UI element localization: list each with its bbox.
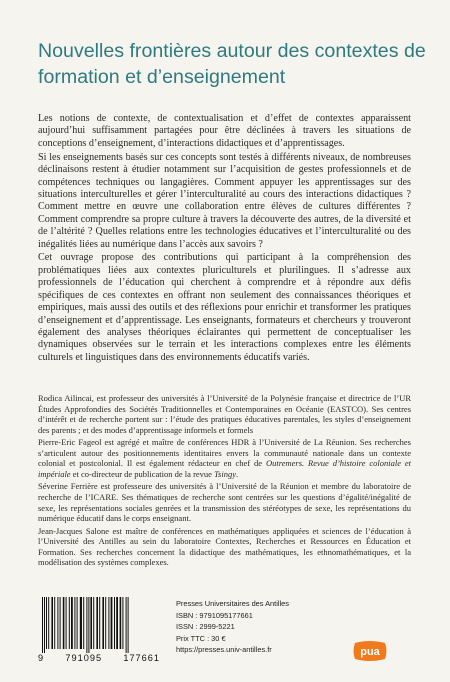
svg-text:pua: pua [360, 646, 380, 658]
cover-footer [38, 597, 412, 669]
publisher-name: Presses Universitaires des Antilles [176, 599, 289, 608]
journal-title: Tsingy [214, 468, 236, 479]
bio-text: . [235, 468, 239, 479]
bio-text: et co-directeur de publication de la revue [70, 468, 215, 479]
summary-paragraph: Si les enseignements basés sur ces concepts sont testés à différents niveaux, de nombreuses déclinaisons restent à étudier notamment sur l’acquisition de gestes professionnels et de compétences techniques ou langagières. Comment appuyer les apprentissages sur des situations interculturelles et gérer l’interculturalité au cours des interactions didactiques ? Comment mettre en œuvre une collaboration entre élèves de cultures différentes ? Comment comprendre sa propre culture à travers la découverte des autres, de la diversité et de l’altérité ? Quelles relations entre les technologies éducatives et l’interculturalité ou des inégalités liées au numérique dans l’accès aux savoirs ? [38, 151, 411, 250]
issn-number: ISSN : 2999-5221 [176, 622, 235, 632]
barcode-digit-group: 9 [38, 653, 45, 663]
bio-rodica-ailincai: Rodica Ailincai, est professeur des universités à l’Université de la Polynésie française et directrice de l’UR Études Approfondies des Sociétés Traditionnelles et Contemporaines en Océanie (EASTCO). Ses centres d’intérêt et de recherche portent sur : l’étude des pratiques éducatives parentales, les styles d’enseignement des parents ; et des modes d’apprentissage informels et formels [38, 393, 411, 435]
bio-severine-ferriere: Séverine Ferrière est professeure des universités à l’Université de la Réunion et membre du laboratoire de recherche de l’ICARE. Ses thématiques de recherche sont centrées sur les questions d’égalité/inégalité de sexe, les représentations sociales genrées et la transmission des stéréotypes de sexe, les représentations du numérique éducatif dans le corps enseignant. [38, 481, 411, 524]
price: Prix TTC : 30 € [176, 633, 226, 643]
barcode-bars [38, 597, 160, 653]
pua-logo-icon [352, 639, 388, 663]
isbn-barcode [38, 597, 160, 653]
bio-jean-jacques-salone: Jean-Jacques Salone est maître de conférences en mathématiques appliquées et sciences de l’éducation à l’Université des Antilles au sein du laboratoire Contextes, Recherches et Ressources en Éducation et Formation. Ses recherches concernent la didactique des mathématiques, les ethnomathématiques, et la modélisation des systèmes complexes. [38, 525, 411, 568]
author-bios [38, 393, 411, 570]
journal-title: Outremers. Revue d’histoire coloniale et impériale [38, 458, 411, 479]
summary-paragraph: Les notions de contexte, de contextualisation et d’effet de contextes apparaissent aujourd’hui suffisamment partagées pour être déclinées à travers les situations de conceptions d’enseignement, d’interactions didactiques et d’apprentissages. [38, 113, 411, 149]
bio-pierre-eric-fageol [38, 437, 411, 479]
barcode-digits [38, 653, 160, 663]
back-cover-summary [38, 113, 411, 366]
barcode-digit-group: 177661 [123, 653, 160, 663]
book-title: Nouvelles frontières autour des contextes de formation et d’enseignement [38, 40, 426, 88]
summary-paragraph: Cet ouvrage propose des contributions qui participant à la compréhension des problématiques liées aux contextes pluriculturels et plurilingues. Il s’adresse aux professionnels de l’éducation qui cherchent à comprendre et à répondre aux défis spécifiques de ces contextes en offrant non seulement des connaissances théoriques et empiriques, mais aussi des outils et des réflexions pour enrichir et transformer les pratiques d’enseignement et d’apprentissage. Les enseignants, formateurs et chercheurs y trouveront également des analyses théoriques éclairantes qui permettent de conceptualiser les dynamiques observées sur le terrain et les interactions complexes entre les éléments culturels et linguistiques dans des environnements éducatifs variés. [38, 252, 411, 363]
bio-text: Pierre-Eric Fageol est agrégé et maître de conférences HDR à l’Université de La Réunion. Ses recherches s’articulent autour des positionnements identitaires envers la communauté nationale dans un contexte colonial et postcolonial. Il est également rédacteur en chef de [38, 437, 411, 469]
barcode-digit-group: 791095 [65, 653, 103, 663]
publisher-info [176, 598, 289, 656]
isbn-number: ISBN : 9791095177661 [176, 610, 253, 620]
publisher-logo [352, 639, 388, 663]
publisher-url[interactable]: https://presses.univ-antilles.fr [176, 645, 272, 655]
